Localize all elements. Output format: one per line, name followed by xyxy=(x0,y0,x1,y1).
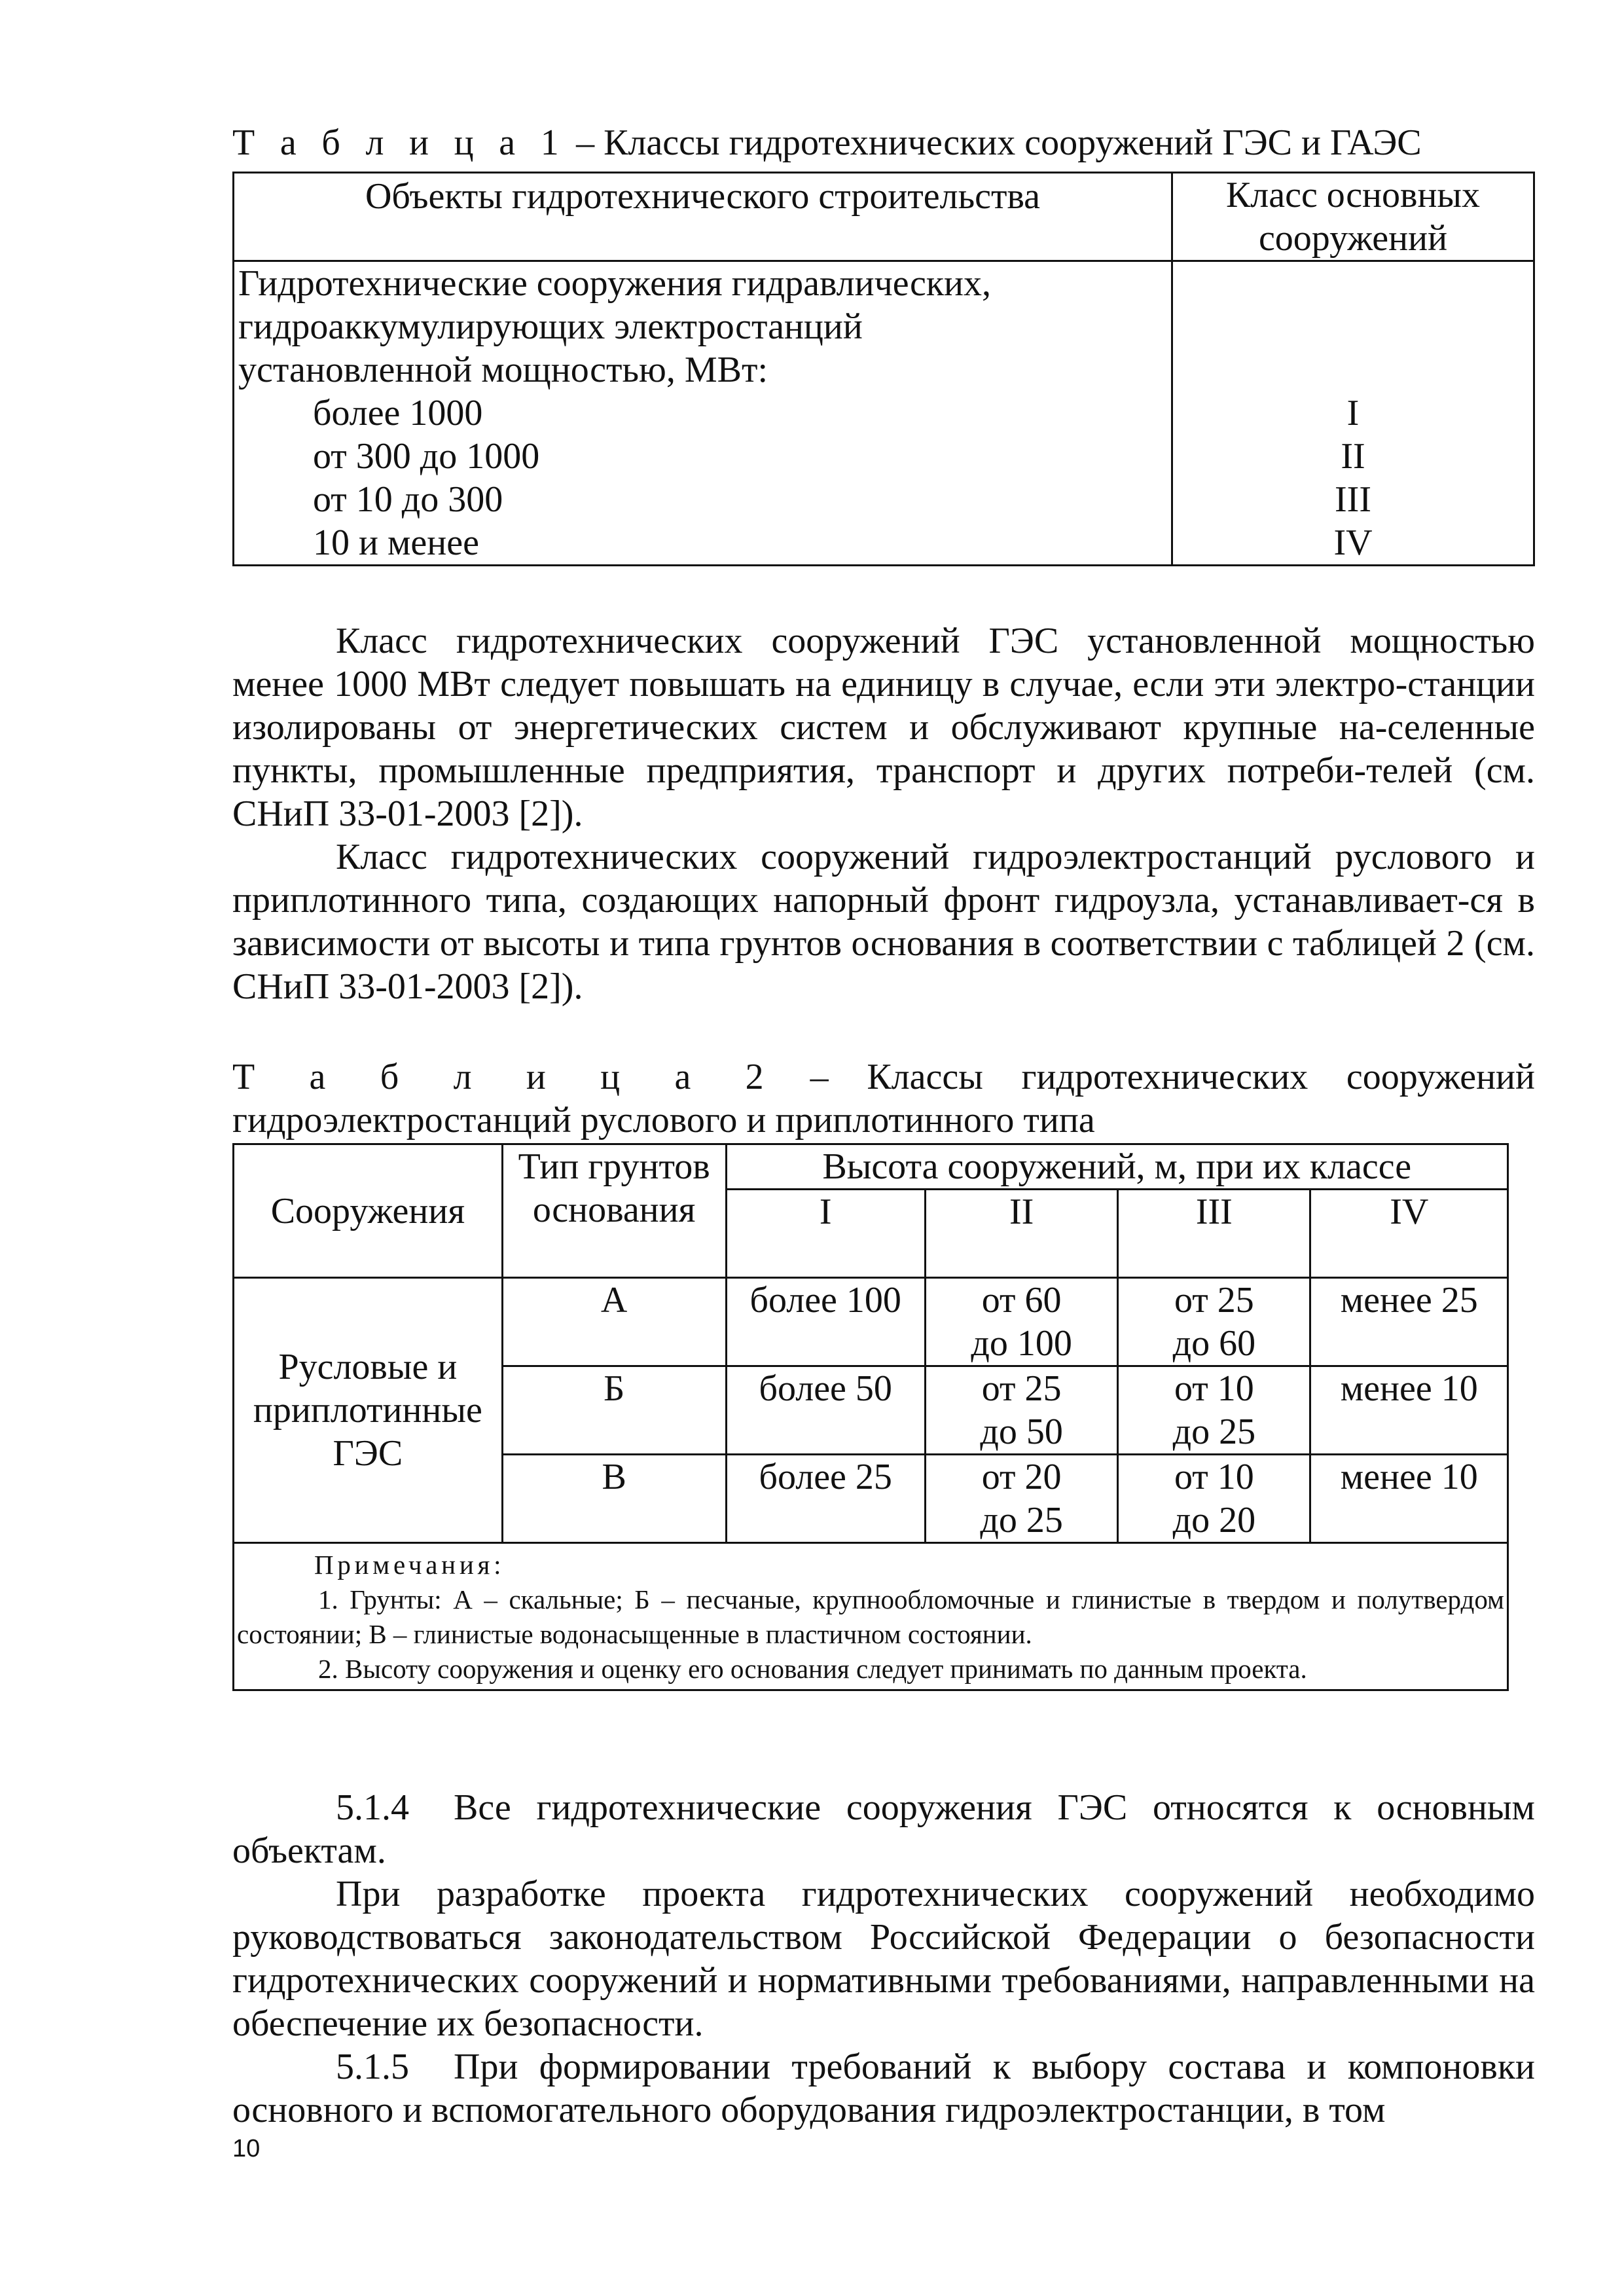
table1-object-item: от 300 до 1000 xyxy=(313,436,540,477)
section-number: 5.1.4 xyxy=(336,1787,409,1828)
table2-class2-cell xyxy=(925,1366,1117,1455)
table1-header-class: Класс основных сооружений xyxy=(1172,173,1534,261)
table2-class1-cell: более 25 xyxy=(726,1455,925,1543)
table2-class1-cell: более 100 xyxy=(726,1278,925,1366)
table1-group-line: Гидротехнические сооружения гидравлических, xyxy=(238,263,992,304)
table1-class-item: II xyxy=(1341,436,1365,477)
paragraph-safety-legislation: При разработке проекта гидротехнических сооружений необходимо руководствоваться законодательством Российской Федерации о безопасности гидротехнических сооружений и нормативными требованиями, направленными на обеспечение их безопасности. xyxy=(232,1874,1535,2044)
table1-object-item: 10 и менее xyxy=(313,522,479,563)
table2-class4-cell: менее 10 xyxy=(1310,1366,1508,1455)
table2-header-class-iii: III xyxy=(1118,1190,1310,1278)
table2-cell-line: от 20 xyxy=(981,1457,1062,1497)
table2-notes-row xyxy=(234,1543,1508,1690)
table2-note-2: 2. Высоту сооружения и оценку его основания следует принимать по данным проекта. xyxy=(318,1654,1307,1684)
table2-class3-cell xyxy=(1118,1455,1310,1543)
table2-class1-cell: более 50 xyxy=(726,1366,925,1455)
table2-caption xyxy=(232,1055,1535,1142)
table1-header-objects: Объекты гидротехнического строительства xyxy=(234,173,1172,261)
table2-header-class-iv: IV xyxy=(1310,1190,1508,1278)
table2-caption-text: – Классы гидротехнических сооружений гидроэлектростанций руслового и приплотинного типа xyxy=(232,1057,1535,1140)
table2-header-height: Высота сооружений, м, при их классе xyxy=(726,1144,1508,1190)
table2-header-structures: Сооружения xyxy=(234,1144,503,1278)
section-number: 5.1.5 xyxy=(336,2047,409,2087)
table1-object-item: от 10 до 300 xyxy=(313,479,503,520)
table2-cell-line: от 60 xyxy=(981,1280,1062,1321)
table2-header-soil-type: Тип грунтов основания xyxy=(502,1144,726,1278)
table2-cell-line: от 10 xyxy=(1174,1368,1254,1409)
table1-object-item: более 1000 xyxy=(313,393,483,433)
table2-soil-cell: Б xyxy=(502,1366,726,1455)
section-text: Все гидротехнические сооружения ГЭС относятся к основным объектам. xyxy=(232,1787,1535,1871)
table2-class3-cell xyxy=(1118,1366,1310,1455)
table2-cell-line: до 20 xyxy=(1172,1500,1256,1540)
table2-note-1: 1. Грунты: А – скальные; Б – песчаные, крупнообломочные и глинистые в твердом и полутвердом состоянии; В – глинистые водонасыщенные в пластичном состоянии. xyxy=(237,1584,1504,1649)
table1-header-row xyxy=(234,173,1534,261)
table1-caption-prefix: Т а б л и ц а 1 xyxy=(232,122,568,163)
table2-row xyxy=(234,1278,1508,1366)
paragraph-hydro-class-increase: Класс гидротехнических сооружений ГЭС установленной мощностью менее 1000 МВт следует повышать на единицу в случае, если эти электро-станции изолированы от энергетических систем и обслуживают крупные на-селенные пункты, промышленные предприятия, транспорт и других потреби-телей (см. СНиП 33-01-2003 [2]). xyxy=(232,621,1535,834)
table2-cell-line: от 25 xyxy=(981,1368,1062,1409)
table1-class-spacer xyxy=(1173,262,1533,392)
table1-caption-text: – Классы гидротехнических сооружений ГЭС и ГАЭС xyxy=(567,122,1422,163)
table1-class-item: IV xyxy=(1333,522,1373,563)
table1-class-item: III xyxy=(1335,479,1371,520)
table2-class4-cell: менее 25 xyxy=(1310,1278,1508,1366)
page-number: 10 xyxy=(232,2135,261,2162)
table2-soil-cell: А xyxy=(502,1278,726,1366)
table1-caption xyxy=(232,121,1535,164)
table1-body-row xyxy=(234,261,1534,566)
table2-cell-line: от 25 xyxy=(1174,1280,1254,1321)
table2-class3-cell xyxy=(1118,1278,1310,1366)
table2-header-row xyxy=(234,1144,1508,1190)
table2-header-class-i: I xyxy=(726,1190,925,1278)
table1-group-line: гидроаккумулирующих электростанций xyxy=(238,306,863,347)
table1-class-cell xyxy=(1172,261,1534,566)
section-text: При формировании требований к выбору состава и компоновки основного и вспомогательного оборудования гидроэлектростанции, в том xyxy=(232,2047,1535,2130)
section-5-1-4 xyxy=(232,1786,1535,1872)
table2-notes xyxy=(234,1543,1508,1690)
table2-header-class-ii: II xyxy=(925,1190,1117,1278)
section-5-1-5 xyxy=(232,2045,1535,2132)
table2-cell-line: от 10 xyxy=(1174,1457,1254,1497)
table1-class-item: I xyxy=(1346,393,1360,433)
table2-structure-name: Русловые и приплотинные ГЭС xyxy=(234,1278,503,1543)
table1 xyxy=(232,172,1535,566)
paragraph-channel-type-class: Класс гидротехнических сооружений гидроэлектростанций руслового и приплотинного типа, создающих напорный фронт гидроузла, устанавливает-ся в зависимости от высоты и типа грунтов основания в соответствии с таблицей 2 (см. СНиП 33-01-2003 [2]). xyxy=(232,837,1535,1007)
table2-cell-line: до 50 xyxy=(980,1412,1063,1452)
table2 xyxy=(232,1143,1509,1691)
table2-soil-cell: В xyxy=(502,1455,726,1543)
table2-cell-line: до 100 xyxy=(971,1323,1072,1364)
table2-class4-cell: менее 10 xyxy=(1310,1455,1508,1543)
table1-objects-cell xyxy=(234,261,1172,566)
table2-cell-line: до 25 xyxy=(1172,1412,1256,1452)
table2-class2-cell xyxy=(925,1455,1117,1543)
table1-group-line: установленной мощностью, МВт: xyxy=(238,350,768,390)
table2-cell-line: до 25 xyxy=(980,1500,1063,1540)
table2-cell-line: до 60 xyxy=(1172,1323,1256,1364)
table2-caption-prefix: Т а б л и ц а 2 xyxy=(232,1057,772,1097)
table2-class2-cell xyxy=(925,1278,1117,1366)
table2-notes-title: Примечания: xyxy=(314,1550,505,1580)
